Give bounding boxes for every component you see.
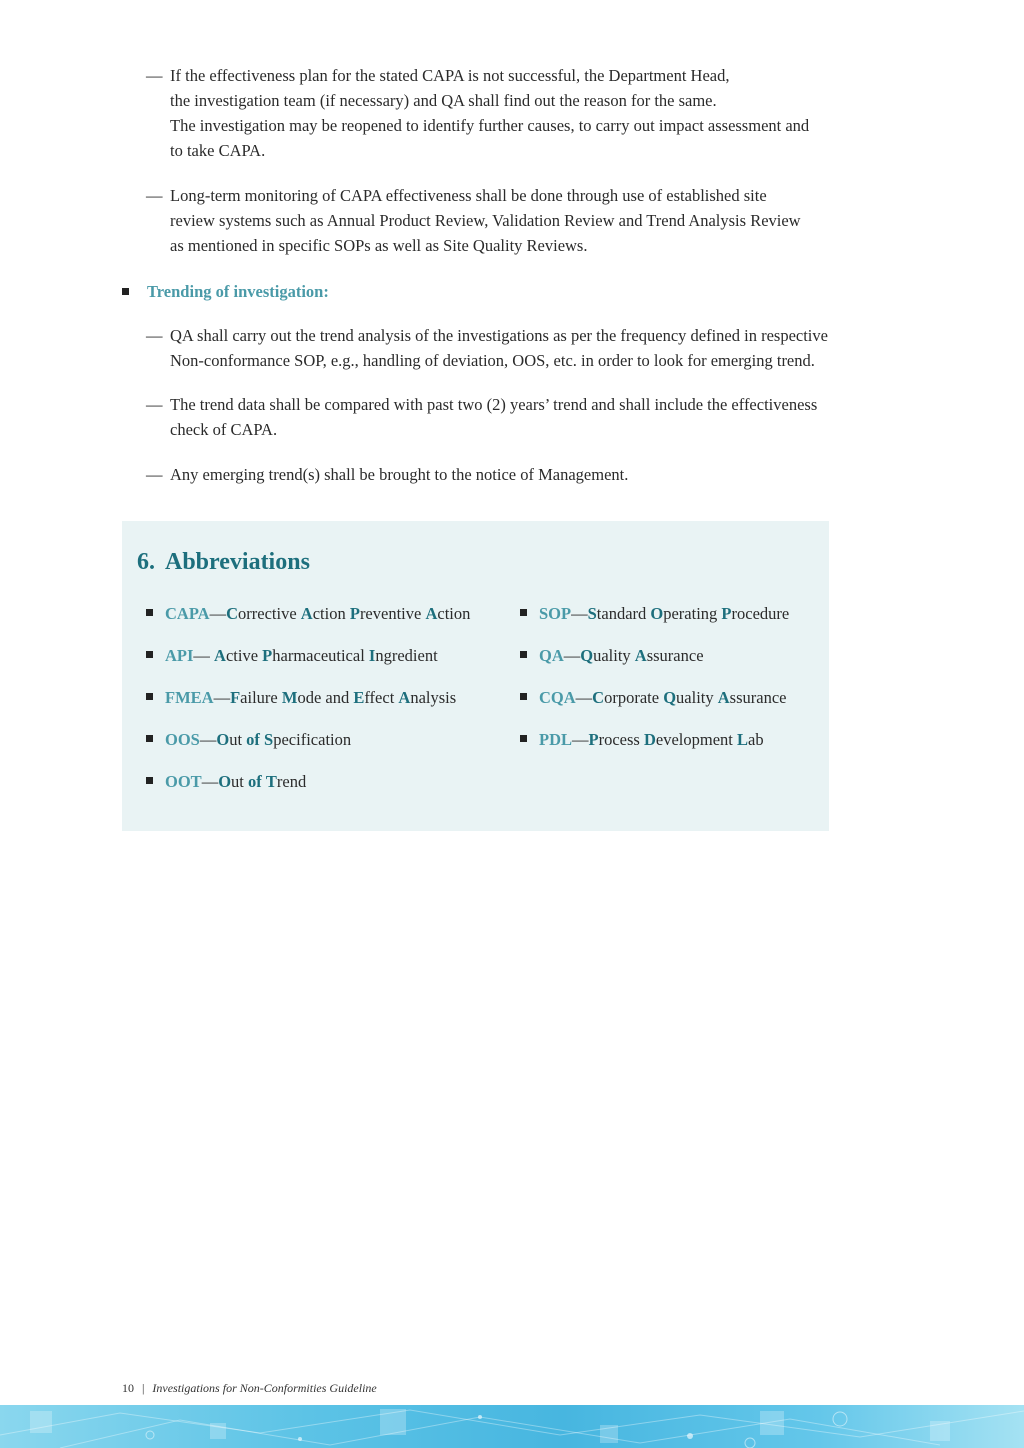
effectiveness-item-2 [146, 183, 836, 258]
abbreviation-rest: rocedure [731, 604, 790, 623]
square-bullet-icon [146, 777, 153, 784]
text-line: Non-conformance SOP, e.g., handling of deviation, OOS, etc. in order to look for emerging trend. [170, 351, 815, 370]
abbreviation-initial: D [643, 730, 656, 749]
text-line: the investigation team (if necessary) and QA shall find out the reason for the same. [170, 91, 717, 110]
abbreviation-initial: P [262, 646, 273, 665]
abbreviation-code: CAPA [165, 604, 210, 623]
abbreviation-initial: S [264, 730, 274, 749]
square-bullet-icon [146, 651, 153, 658]
abbreviation-initial: O [216, 730, 230, 749]
abbreviation-initial: C [592, 688, 605, 707]
dash-marker: — [146, 395, 163, 414]
text-line: If the effectiveness plan for the stated CAPA is not successful, the Department Head, [170, 66, 730, 85]
abbreviation-rest: rend [276, 772, 307, 791]
trending-heading [122, 279, 329, 304]
abbreviation-dash: — [571, 604, 588, 623]
abbreviation-rest: ode and [297, 688, 354, 707]
text-line: The trend data shall be compared with past two (2) years’ trend and shall include the effectiveness [170, 395, 818, 414]
abbreviation-initial: of [246, 730, 260, 749]
dash-marker: — [146, 186, 163, 205]
abbreviations-title [137, 549, 310, 576]
abbreviation-initial: F [230, 688, 241, 707]
page-number: 10 [122, 1381, 134, 1395]
dash-marker: — [146, 465, 163, 484]
abbreviation-initial: A [398, 688, 411, 707]
footer-separator: | [142, 1381, 145, 1395]
abbreviation-dash: — [193, 646, 215, 665]
abbreviation-initial: T [265, 772, 277, 791]
abbreviation-initial: A [300, 604, 313, 623]
abbreviation-dash: — [213, 688, 231, 707]
abbreviation-initial: Q [663, 688, 677, 707]
abbreviation-item [146, 602, 470, 626]
abbreviation-initial: C [226, 604, 239, 623]
abbreviation-code: FMEA [165, 688, 214, 707]
abbreviation-code: OOT [165, 772, 202, 791]
abbreviation-item [520, 602, 789, 626]
section-title: Abbreviations [165, 549, 310, 575]
abbreviation-code: QA [539, 646, 564, 665]
abbreviation-rest: evelopment [655, 730, 737, 749]
abbreviation-rest: rocess [598, 730, 644, 749]
abbreviation-rest: pecification [273, 730, 352, 749]
square-bullet-icon [520, 735, 527, 742]
abbreviation-rest: uality [593, 646, 635, 665]
trending-item-3 [146, 462, 836, 487]
abbreviation-code: OOS [165, 730, 200, 749]
text-line: Any emerging trend(s) shall be brought to the notice of Management. [170, 465, 629, 484]
abbreviation-dash: — [572, 730, 589, 749]
abbreviation-dash: — [199, 730, 217, 749]
abbreviation-code: CQA [539, 688, 576, 707]
abbreviation-initial: P [721, 604, 732, 623]
square-bullet-icon [520, 609, 527, 616]
trending-item-2 [146, 392, 836, 442]
abbreviation-initial: A [634, 646, 647, 665]
abbreviation-initial: L [736, 730, 748, 749]
section-number: 6. [137, 549, 155, 575]
abbreviation-rest: ut [229, 730, 247, 749]
square-bullet-icon [520, 693, 527, 700]
abbreviation-initial: A [717, 688, 730, 707]
abbreviation-code: PDL [539, 730, 572, 749]
abbreviation-dash: — [563, 646, 581, 665]
square-bullet-icon [146, 693, 153, 700]
abbreviation-item [146, 644, 438, 668]
abbreviation-initial: of [248, 772, 262, 791]
abbreviation-rest: ngredient [375, 646, 438, 665]
dash-marker: — [146, 326, 163, 345]
abbreviation-initial: M [281, 688, 298, 707]
square-bullet-icon [520, 651, 527, 658]
square-bullet-icon [122, 288, 129, 295]
abbreviation-dash: — [575, 688, 593, 707]
abbreviation-rest: orrective [238, 604, 301, 623]
dash-marker: — [146, 66, 163, 85]
abbreviation-rest: ction [437, 604, 471, 623]
abbreviation-initial: O [650, 604, 664, 623]
abbreviation-code: API [165, 646, 194, 665]
abbreviation-rest: ction [312, 604, 350, 623]
abbreviation-initial: S [587, 604, 597, 623]
abbreviation-rest: tandard [596, 604, 651, 623]
abbreviation-rest: ffect [364, 688, 399, 707]
text-line: review systems such as Annual Product Review, Validation Review and Trend Analysis Review [170, 211, 801, 230]
abbreviation-item [146, 728, 351, 752]
decorative-pattern-icon [0, 1405, 1024, 1448]
abbreviation-rest: ssurance [729, 688, 787, 707]
trending-item-1 [146, 323, 836, 373]
abbreviation-item [520, 644, 704, 668]
abbreviation-rest: nalysis [410, 688, 457, 707]
abbreviation-item [146, 770, 306, 794]
abbreviation-rest: ctive [225, 646, 263, 665]
text-line: as mentioned in specific SOPs as well as Site Quality Reviews. [170, 236, 588, 255]
abbreviation-rest: perating [663, 604, 722, 623]
text-line: The investigation may be reopened to identify further causes, to carry out impact assessment and [170, 116, 810, 135]
abbreviation-initial: P [588, 730, 599, 749]
abbreviation-rest: ab [748, 730, 764, 749]
abbreviation-item [520, 728, 764, 752]
footer-doc-title: Investigations for Non-Conformities Guideline [152, 1381, 377, 1395]
abbreviation-rest: ailure [240, 688, 282, 707]
abbreviation-code: SOP [539, 604, 572, 623]
abbreviation-initial: Q [580, 646, 594, 665]
effectiveness-item-1 [146, 63, 836, 163]
text-line: to take CAPA. [170, 141, 266, 160]
decorative-footer-band [0, 1405, 1024, 1448]
abbreviation-rest: uality [676, 688, 718, 707]
square-bullet-icon [146, 735, 153, 742]
abbreviation-initial: I [368, 646, 376, 665]
abbreviation-initial: A [214, 646, 226, 665]
abbreviation-initial: O [218, 772, 232, 791]
abbreviation-item [520, 686, 786, 710]
abbreviation-rest: ut [231, 772, 248, 791]
abbreviation-rest: reventive [359, 604, 426, 623]
abbreviation-initial: A [425, 604, 438, 623]
abbreviation-rest: harmaceutical [272, 646, 369, 665]
abbreviation-dash: — [201, 772, 219, 791]
abbreviation-initial: E [353, 688, 365, 707]
abbreviation-rest: ssurance [646, 646, 704, 665]
abbreviation-rest: orporate [604, 688, 664, 707]
abbreviation-initial: P [349, 604, 360, 623]
abbreviation-item [146, 686, 456, 710]
abbreviation-dash: — [209, 604, 227, 623]
text-line: check of CAPA. [170, 420, 278, 439]
text-line: Long-term monitoring of CAPA effectiveness shall be done through use of established site [170, 186, 767, 205]
square-bullet-icon [146, 609, 153, 616]
abbreviations-box [122, 521, 829, 831]
page-footer [122, 1381, 377, 1396]
trending-heading-text: Trending of investigation: [147, 282, 329, 301]
text-line: QA shall carry out the trend analysis of the investigations as per the frequency defined in respective [170, 326, 828, 345]
